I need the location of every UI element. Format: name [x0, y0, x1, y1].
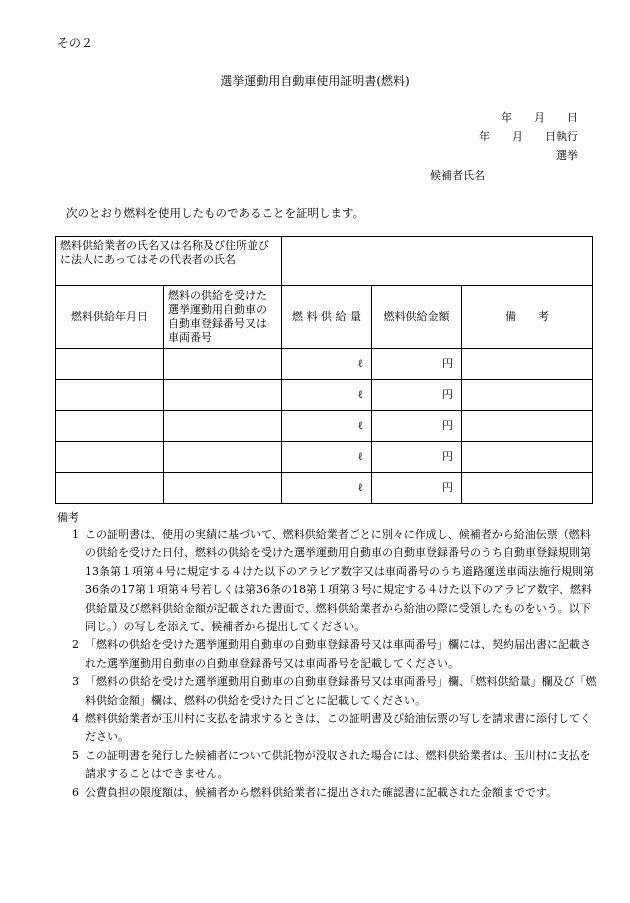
- amount-cell[interactable]: 円: [372, 349, 462, 380]
- election-year-label: 年: [479, 130, 490, 143]
- note-text: 「燃料の供給を受けた選挙運動用自動車の自動車登録番号又は車両番号」欄には、契約届出書に記載された選挙運動用自動車の自動車登録番号又は車両番号を記載してください。: [85, 638, 591, 670]
- header-supply-amount: 燃料供給金額: [372, 286, 462, 349]
- page-label: その２: [57, 36, 94, 50]
- header-remarks: 備 考: [462, 286, 593, 349]
- document-title: 選挙運動用自動車使用証明書(燃料): [220, 74, 410, 88]
- note-item: [57, 747, 597, 784]
- supply-date-cell[interactable]: [56, 380, 164, 411]
- note-text: この証明書は、使用の実績に基づいて、燃料供給業者ごとに別々に作成し、候補者から給油伝票（燃料の供給を受けた日付、燃料の供給を受けた選挙運動用自動車の自動車登録番号のうち自動車登録規則第13条第１項第４号に規定する４けた以下のアラビア数字又は車両番号のうち道路運送車両法施行規則第36条の17第１項第４号若しくは第36条の18第１項第３号に規定する４けた以下のアラビア数字、燃料供給量及び燃料供給金額が記載された書面で、燃料供給業者から給油の際に受領したものをいう。以下同じ。）の写しを添えて、候補者から提出してください。: [85, 528, 594, 634]
- vehicle-number-cell[interactable]: [164, 411, 282, 442]
- table-row: [56, 442, 593, 473]
- note-item: [57, 784, 597, 802]
- note-text: 公費負担の限度額は、候補者から燃料供給業者に提出された確認書に記載された金額までです。: [85, 785, 558, 799]
- note-text: 「燃料の供給を受けた選挙運動用自動車の自動車登録番号又は車両番号」欄、「燃料供給量」欄及び「燃料供給金額」欄は、燃料の供給を受けた日ごとに記載してください。: [85, 675, 597, 707]
- quantity-cell[interactable]: ℓ: [282, 349, 372, 380]
- quantity-cell[interactable]: ℓ: [282, 442, 372, 473]
- note-number: 4: [72, 712, 79, 726]
- supplier-name-header: 燃料供給業者の氏名又は名称及び住所並びに法人にあってはその代表者の氏名: [56, 237, 282, 286]
- remarks-cell[interactable]: [462, 442, 593, 473]
- notes-list: [57, 526, 597, 802]
- supply-date-cell[interactable]: [56, 411, 164, 442]
- amount-cell[interactable]: 円: [372, 380, 462, 411]
- table-row: [56, 349, 593, 380]
- note-item: [57, 526, 597, 636]
- header-supply-date: 燃料供給年月日: [56, 286, 164, 349]
- note-number: 5: [72, 748, 79, 762]
- note-text: 燃料供給業者が玉川村に支払を請求するときは、この証明書及び給油伝票の写しを請求書に添付してください。: [85, 712, 591, 744]
- election-day-label: 日執行: [545, 130, 578, 143]
- header-supply-quantity: 燃 料 供 給 量: [282, 286, 372, 349]
- note-item: [57, 710, 597, 747]
- amount-cell[interactable]: 円: [372, 411, 462, 442]
- election-date-line: [479, 128, 578, 144]
- certification-statement: 次のとおり燃料を使用したものであることを証明します。: [66, 206, 365, 220]
- vehicle-number-cell[interactable]: [164, 442, 282, 473]
- note-number: 1: [72, 528, 79, 541]
- remarks-cell[interactable]: [462, 473, 593, 504]
- fuel-usage-table: [55, 236, 593, 504]
- remarks-cell[interactable]: [462, 380, 593, 411]
- certification-date-line: [501, 109, 578, 125]
- quantity-cell[interactable]: ℓ: [282, 380, 372, 411]
- date-day-label: 日: [567, 111, 578, 124]
- amount-cell[interactable]: 円: [372, 473, 462, 504]
- remarks-cell[interactable]: [462, 411, 593, 442]
- vehicle-number-cell[interactable]: [164, 473, 282, 504]
- vehicle-number-cell[interactable]: [164, 380, 282, 411]
- notes-heading: 備考: [57, 511, 79, 524]
- note-number: 3: [72, 675, 79, 689]
- note-text: この証明書を発行した候補者について供託物が没収された場合には、燃料供給業者は、玉川村に支払を請求することはできません。: [85, 748, 591, 781]
- table-row: [56, 380, 593, 411]
- note-item: [57, 636, 597, 673]
- note-item: [57, 673, 597, 710]
- date-month-label: 月: [534, 111, 545, 124]
- table-row: [56, 473, 593, 504]
- note-number: 2: [72, 638, 79, 652]
- supply-date-cell[interactable]: [56, 473, 164, 504]
- table-row: [56, 411, 593, 442]
- election-month-label: 月: [512, 130, 523, 143]
- supply-date-cell[interactable]: [56, 349, 164, 380]
- quantity-cell[interactable]: ℓ: [282, 411, 372, 442]
- header-vehicle-number: 燃料の供給を受けた選挙運動用自動車の自動車登録番号又は車両番号: [164, 286, 282, 349]
- note-number: 6: [72, 785, 79, 799]
- supplier-name-field[interactable]: [282, 237, 593, 286]
- quantity-cell[interactable]: ℓ: [282, 473, 372, 504]
- date-year-label: 年: [501, 111, 512, 124]
- candidate-name-label: 候補者氏名: [430, 169, 485, 182]
- remarks-cell[interactable]: [462, 349, 593, 380]
- election-name-label: 選挙: [556, 149, 578, 162]
- amount-cell[interactable]: 円: [372, 442, 462, 473]
- vehicle-number-cell[interactable]: [164, 349, 282, 380]
- supply-date-cell[interactable]: [56, 442, 164, 473]
